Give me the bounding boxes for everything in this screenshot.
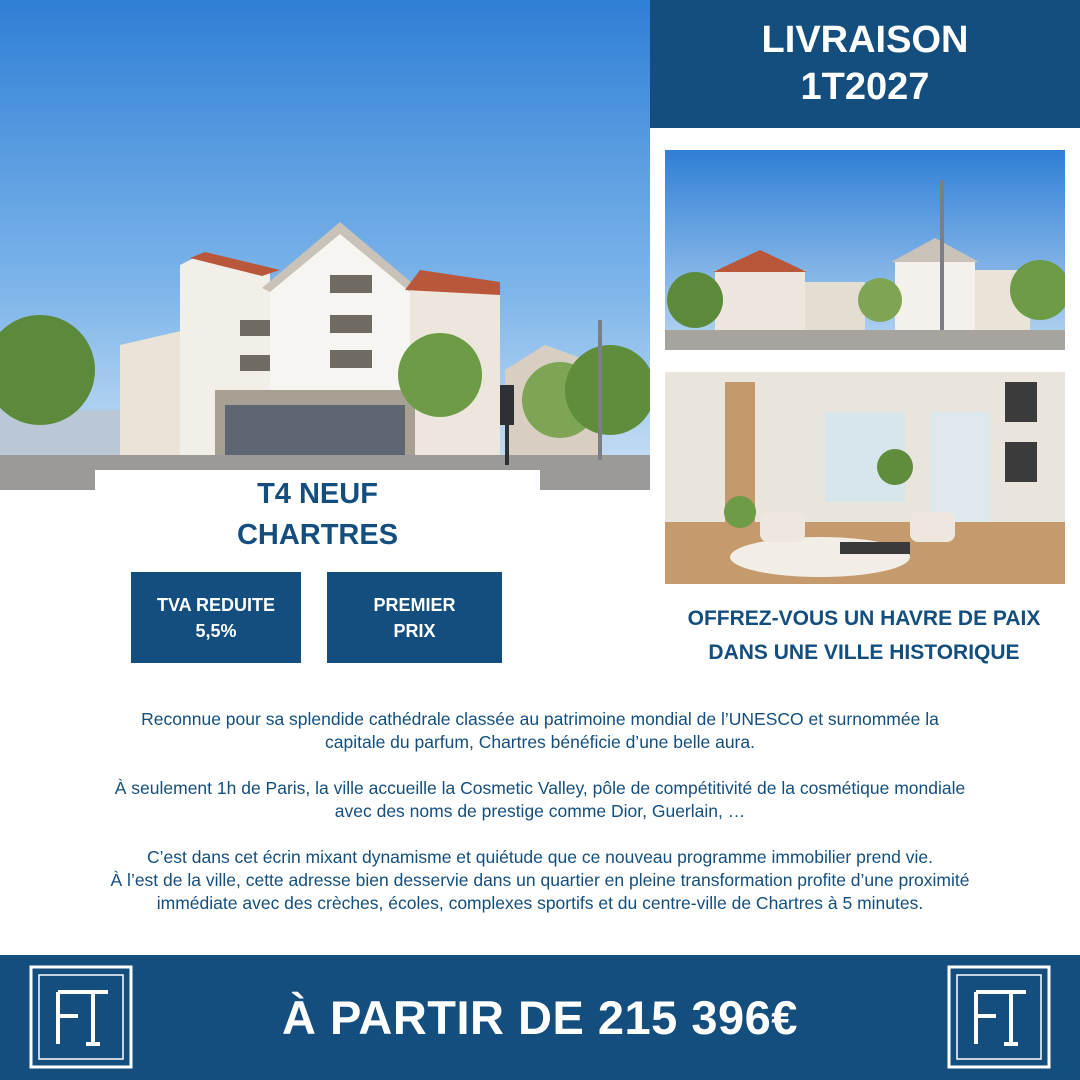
badge-first-price — [327, 572, 502, 663]
description-p3-line3: immédiate avec des crèches, écoles, complexes sportifs et du centre-ville de Chartres à 5 minutes. — [156, 893, 924, 913]
price-text: À PARTIR DE 215 396€ — [282, 991, 798, 1044]
description-p1-line1: Reconnue pour sa splendide cathédrale classée au patrimoine mondial de l’UNESCO et surnommée la — [141, 709, 939, 729]
main-building-illustration — [0, 0, 650, 490]
property-type: T4 NEUF — [257, 478, 378, 510]
interior-illustration — [665, 372, 1065, 584]
badge-vat-line2: 5,5% — [195, 620, 237, 641]
property-city: CHARTRES — [236, 519, 399, 551]
badge-first-price-line2: PRIX — [393, 620, 436, 641]
exterior-photo — [665, 150, 1065, 350]
badge-vat-line1: TVA REDUITE — [156, 594, 275, 615]
description — [0, 708, 1080, 915]
badge-first-price-line1: PREMIER — [373, 594, 456, 615]
description-paragraph-3 — [0, 846, 1080, 915]
ft-logo-icon-left — [28, 964, 134, 1070]
description-p3-line2: À l’est de la ville, cette adresse bien desservie dans un quartier en pleine transformation profite d’une proximité — [110, 870, 970, 890]
badge-vat — [131, 572, 301, 663]
description-p2-line1: À seulement 1h de Paris, la ville accueille la Cosmetic Valley, pôle de compétitivité de la cosmétique mondiale — [114, 778, 966, 798]
property-title-box — [95, 470, 540, 560]
ft-logo-icon-right — [946, 964, 1052, 1070]
description-paragraph-1 — [0, 708, 1080, 754]
main-building-photo — [0, 0, 650, 490]
description-paragraph-2 — [0, 777, 1080, 823]
delivery-banner — [650, 0, 1080, 128]
description-p2-line2: avec des noms de prestige comme Dior, Guerlain, … — [334, 801, 746, 821]
tagline-line1: OFFREZ-VOUS UN HAVRE DE PAIX — [687, 607, 1041, 630]
exterior-illustration — [665, 150, 1065, 350]
interior-photo — [665, 372, 1065, 584]
description-p3-line1: C’est dans cet écrin mixant dynamisme et quiétude que ce nouveau programme immobilier prend vie. — [147, 847, 933, 867]
delivery-label: LIVRAISON — [761, 19, 969, 61]
tagline-line2: DANS UNE VILLE HISTORIQUE — [708, 641, 1020, 664]
tagline — [648, 602, 1080, 670]
description-p1-line2: capitale du parfum, Chartres bénéficie d’une belle aura. — [325, 732, 755, 752]
delivery-date: 1T2027 — [800, 66, 930, 108]
